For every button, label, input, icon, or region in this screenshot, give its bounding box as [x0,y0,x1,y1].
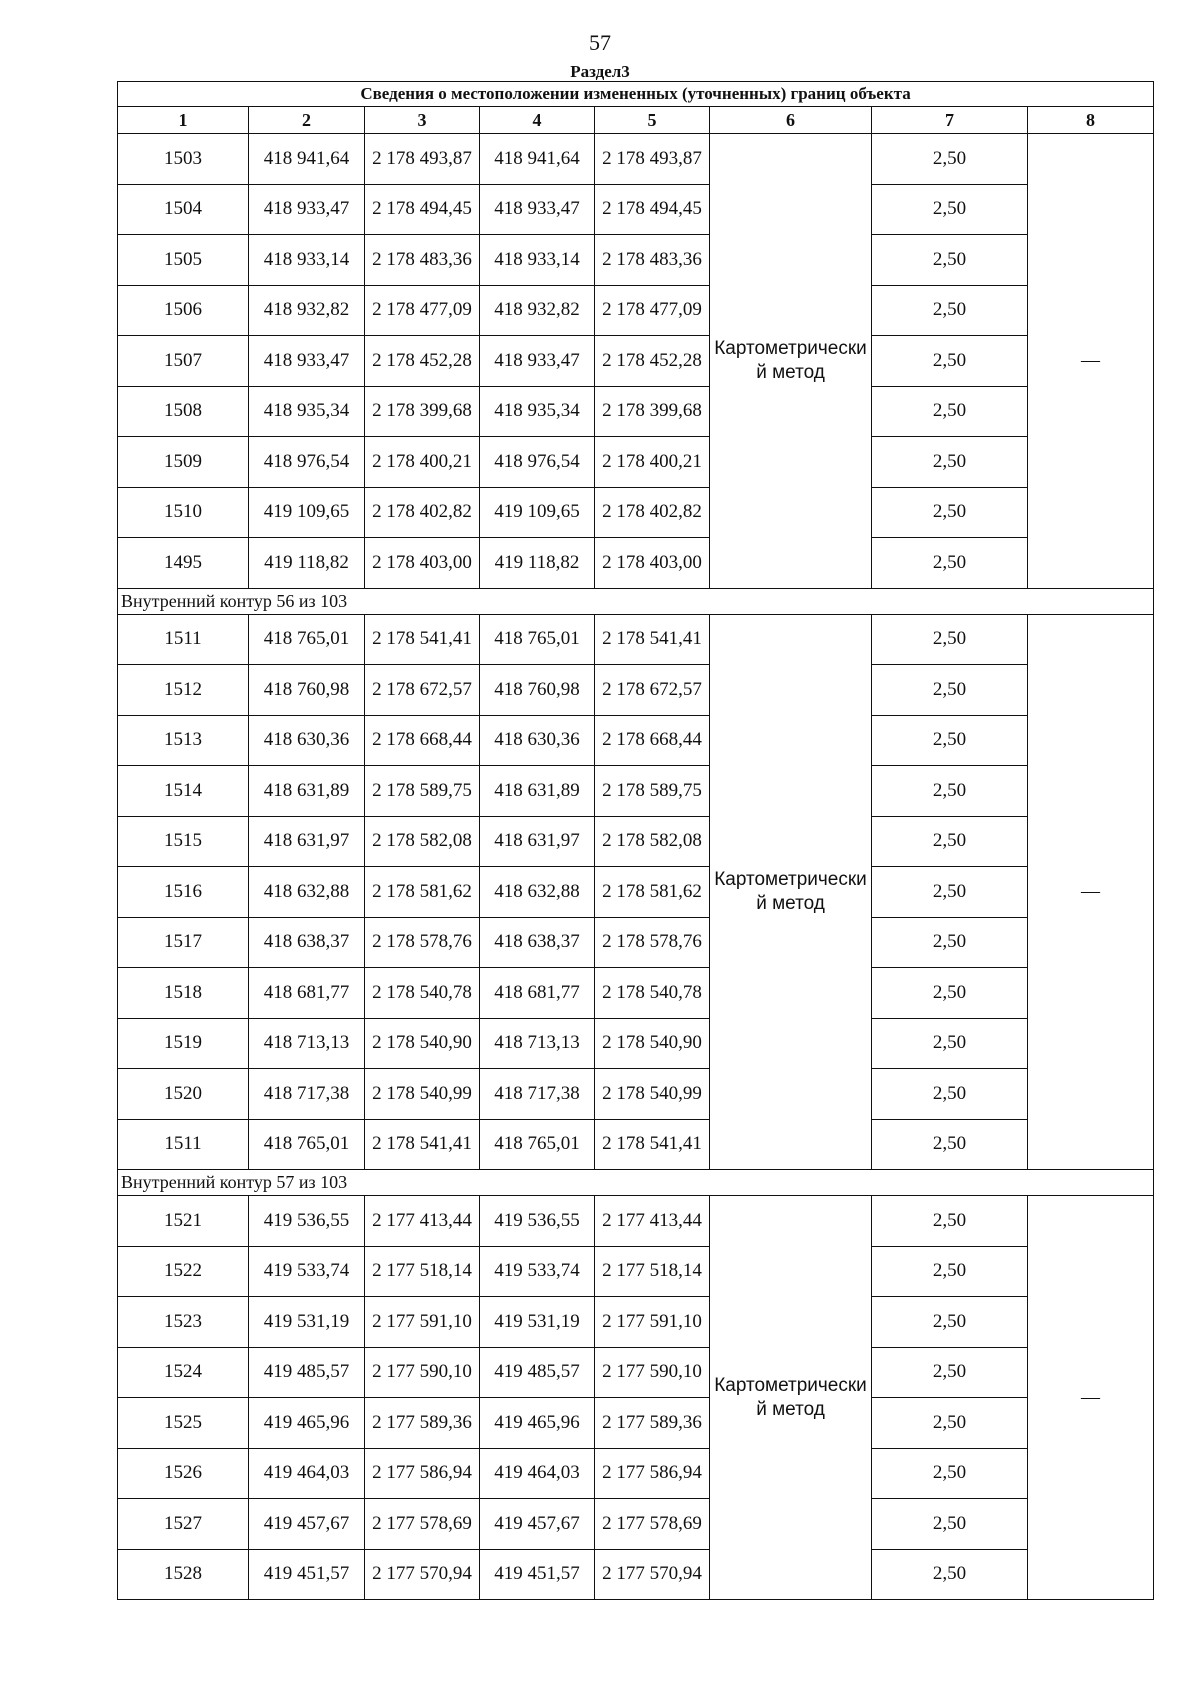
point-number-cell: 1507 [118,336,249,387]
x-existing-cell: 418 933,47 [249,184,365,235]
point-number-cell: 1516 [118,867,249,918]
x-existing-cell: 418 760,98 [249,665,365,716]
y-refined-cell: 2 178 578,76 [595,917,710,968]
note-cell: — [1028,134,1154,589]
point-number-cell: 1522 [118,1246,249,1297]
x-existing-cell: 418 765,01 [249,1119,365,1170]
point-number-cell: 1510 [118,487,249,538]
table-row [118,1018,1154,1069]
accuracy-cell: 2,50 [872,1196,1028,1247]
table-row [118,336,1154,387]
x-existing-cell: 419 451,57 [249,1549,365,1600]
table-row [118,1196,1154,1247]
x-existing-cell: 418 932,82 [249,285,365,336]
x-refined-cell: 418 976,54 [480,437,595,488]
table-row [118,285,1154,336]
x-refined-cell: 418 632,88 [480,867,595,918]
y-existing-cell: 2 177 518,14 [365,1246,480,1297]
y-refined-cell: 2 178 400,21 [595,437,710,488]
y-refined-cell: 2 178 541,41 [595,1119,710,1170]
x-refined-cell: 418 765,01 [480,1119,595,1170]
table-row [118,614,1154,665]
x-refined-cell: 418 932,82 [480,285,595,336]
point-number-cell: 1525 [118,1398,249,1449]
y-existing-cell: 2 178 399,68 [365,386,480,437]
accuracy-cell: 2,50 [872,867,1028,918]
y-refined-cell: 2 178 582,08 [595,816,710,867]
x-refined-cell: 418 933,14 [480,235,595,286]
x-existing-cell: 419 457,67 [249,1499,365,1550]
table-row [118,867,1154,918]
x-existing-cell: 419 464,03 [249,1448,365,1499]
accuracy-cell: 2,50 [872,1499,1028,1550]
y-existing-cell: 2 177 591,10 [365,1297,480,1348]
point-number-cell: 1520 [118,1069,249,1120]
method-cell: Картометрически й метод [710,134,872,589]
accuracy-cell: 2,50 [872,285,1028,336]
point-number-cell: 1511 [118,614,249,665]
y-existing-cell: 2 178 540,90 [365,1018,480,1069]
x-refined-cell: 418 935,34 [480,386,595,437]
contour-label: Внутренний контур 57 из 103 [118,1170,1154,1196]
x-refined-cell: 418 933,47 [480,336,595,387]
x-refined-cell: 419 465,96 [480,1398,595,1449]
x-existing-cell: 419 531,19 [249,1297,365,1348]
x-refined-cell: 418 630,36 [480,715,595,766]
y-refined-cell: 2 178 477,09 [595,285,710,336]
x-existing-cell: 418 713,13 [249,1018,365,1069]
accuracy-cell: 2,50 [872,1018,1028,1069]
coordinates-table [117,81,1154,1600]
point-number-cell: 1527 [118,1499,249,1550]
column-header-1: 1 [118,107,249,134]
y-existing-cell: 2 178 589,75 [365,766,480,817]
x-existing-cell: 419 536,55 [249,1196,365,1247]
x-existing-cell: 419 465,96 [249,1398,365,1449]
table-row [118,184,1154,235]
column-header-6: 6 [710,107,872,134]
x-existing-cell: 418 935,34 [249,386,365,437]
table-row [118,1398,1154,1449]
y-refined-cell: 2 178 403,00 [595,538,710,589]
x-existing-cell: 418 933,47 [249,336,365,387]
accuracy-cell: 2,50 [872,1549,1028,1600]
y-refined-cell: 2 177 590,10 [595,1347,710,1398]
accuracy-cell: 2,50 [872,968,1028,1019]
table-row [118,665,1154,716]
accuracy-cell: 2,50 [872,336,1028,387]
x-refined-cell: 419 536,55 [480,1196,595,1247]
y-refined-cell: 2 178 399,68 [595,386,710,437]
table-row [118,1069,1154,1120]
table-row [118,538,1154,589]
y-refined-cell: 2 178 541,41 [595,614,710,665]
x-existing-cell: 418 681,77 [249,968,365,1019]
point-number-cell: 1495 [118,538,249,589]
table-row [118,1448,1154,1499]
y-refined-cell: 2 178 493,87 [595,134,710,185]
y-refined-cell: 2 178 540,90 [595,1018,710,1069]
point-number-cell: 1517 [118,917,249,968]
y-refined-cell: 2 177 586,94 [595,1448,710,1499]
table-row [118,917,1154,968]
y-refined-cell: 2 177 518,14 [595,1246,710,1297]
x-refined-cell: 418 933,47 [480,184,595,235]
x-refined-cell: 419 464,03 [480,1448,595,1499]
table-row [118,1119,1154,1170]
y-existing-cell: 2 178 452,28 [365,336,480,387]
accuracy-cell: 2,50 [872,1398,1028,1449]
table-row [118,715,1154,766]
x-existing-cell: 418 631,89 [249,766,365,817]
page-number: 57 [589,30,611,55]
table-row [118,437,1154,488]
point-number-cell: 1512 [118,665,249,716]
table-row [118,1246,1154,1297]
accuracy-cell: 2,50 [872,1069,1028,1120]
accuracy-cell: 2,50 [872,665,1028,716]
x-refined-cell: 419 118,82 [480,538,595,589]
x-refined-cell: 418 765,01 [480,614,595,665]
point-number-cell: 1504 [118,184,249,235]
accuracy-cell: 2,50 [872,816,1028,867]
accuracy-cell: 2,50 [872,134,1028,185]
x-existing-cell: 418 976,54 [249,437,365,488]
accuracy-cell: 2,50 [872,715,1028,766]
accuracy-cell: 2,50 [872,437,1028,488]
section-title: Раздел3 [570,62,630,81]
point-number-cell: 1514 [118,766,249,817]
x-existing-cell: 418 632,88 [249,867,365,918]
table-row [118,386,1154,437]
accuracy-cell: 2,50 [872,184,1028,235]
table-row [118,766,1154,817]
contour-label: Внутренний контур 56 из 103 [118,588,1154,614]
y-existing-cell: 2 178 581,62 [365,867,480,918]
y-existing-cell: 2 178 493,87 [365,134,480,185]
y-refined-cell: 2 178 483,36 [595,235,710,286]
x-refined-cell: 419 457,67 [480,1499,595,1550]
column-header-4: 4 [480,107,595,134]
y-existing-cell: 2 177 586,94 [365,1448,480,1499]
accuracy-cell: 2,50 [872,1448,1028,1499]
table-caption: Сведения о местоположении измененных (уточненных) границ объекта [118,82,1154,107]
point-number-cell: 1519 [118,1018,249,1069]
table-row [118,235,1154,286]
note-cell: — [1028,1196,1154,1600]
accuracy-cell: 2,50 [872,538,1028,589]
y-refined-cell: 2 178 668,44 [595,715,710,766]
y-existing-cell: 2 178 494,45 [365,184,480,235]
point-number-cell: 1513 [118,715,249,766]
accuracy-cell: 2,50 [872,614,1028,665]
point-number-cell: 1521 [118,1196,249,1247]
y-existing-cell: 2 178 672,57 [365,665,480,716]
y-existing-cell: 2 178 483,36 [365,235,480,286]
x-refined-cell: 418 681,77 [480,968,595,1019]
y-refined-cell: 2 177 570,94 [595,1549,710,1600]
y-refined-cell: 2 178 452,28 [595,336,710,387]
y-refined-cell: 2 178 540,78 [595,968,710,1019]
table-row [118,1499,1154,1550]
point-number-cell: 1515 [118,816,249,867]
method-cell: Картометрически й метод [710,614,872,1170]
accuracy-cell: 2,50 [872,1347,1028,1398]
point-number-cell: 1509 [118,437,249,488]
y-existing-cell: 2 178 477,09 [365,285,480,336]
y-existing-cell: 2 178 400,21 [365,437,480,488]
x-existing-cell: 418 717,38 [249,1069,365,1120]
table-row [118,1549,1154,1600]
x-refined-cell: 419 531,19 [480,1297,595,1348]
accuracy-cell: 2,50 [872,917,1028,968]
y-existing-cell: 2 178 578,76 [365,917,480,968]
x-refined-cell: 418 717,38 [480,1069,595,1120]
y-existing-cell: 2 178 540,99 [365,1069,480,1120]
x-existing-cell: 419 485,57 [249,1347,365,1398]
y-existing-cell: 2 178 402,82 [365,487,480,538]
x-existing-cell: 418 630,36 [249,715,365,766]
x-existing-cell: 418 638,37 [249,917,365,968]
y-existing-cell: 2 177 413,44 [365,1196,480,1247]
x-refined-cell: 419 485,57 [480,1347,595,1398]
table-row [118,816,1154,867]
column-header-3: 3 [365,107,480,134]
accuracy-cell: 2,50 [872,766,1028,817]
y-existing-cell: 2 177 589,36 [365,1398,480,1449]
accuracy-cell: 2,50 [872,235,1028,286]
x-refined-cell: 418 631,97 [480,816,595,867]
point-number-cell: 1503 [118,134,249,185]
y-refined-cell: 2 178 672,57 [595,665,710,716]
x-refined-cell: 418 713,13 [480,1018,595,1069]
y-existing-cell: 2 178 582,08 [365,816,480,867]
accuracy-cell: 2,50 [872,1246,1028,1297]
table-row [118,487,1154,538]
point-number-cell: 1506 [118,285,249,336]
y-existing-cell: 2 178 541,41 [365,1119,480,1170]
table-row [118,134,1154,185]
y-refined-cell: 2 178 402,82 [595,487,710,538]
x-refined-cell: 418 760,98 [480,665,595,716]
column-header-5: 5 [595,107,710,134]
y-refined-cell: 2 178 540,99 [595,1069,710,1120]
y-refined-cell: 2 177 591,10 [595,1297,710,1348]
x-existing-cell: 418 765,01 [249,614,365,665]
point-number-cell: 1511 [118,1119,249,1170]
accuracy-cell: 2,50 [872,1119,1028,1170]
accuracy-cell: 2,50 [872,1297,1028,1348]
column-header-2: 2 [249,107,365,134]
table-row [118,1347,1154,1398]
y-existing-cell: 2 178 540,78 [365,968,480,1019]
y-refined-cell: 2 177 589,36 [595,1398,710,1449]
y-refined-cell: 2 177 413,44 [595,1196,710,1247]
x-refined-cell: 419 109,65 [480,487,595,538]
x-refined-cell: 419 533,74 [480,1246,595,1297]
point-number-cell: 1505 [118,235,249,286]
y-existing-cell: 2 177 590,10 [365,1347,480,1398]
table-row [118,1297,1154,1348]
y-existing-cell: 2 178 668,44 [365,715,480,766]
y-existing-cell: 2 177 578,69 [365,1499,480,1550]
point-number-cell: 1526 [118,1448,249,1499]
x-refined-cell: 419 451,57 [480,1549,595,1600]
x-existing-cell: 419 118,82 [249,538,365,589]
point-number-cell: 1528 [118,1549,249,1600]
x-existing-cell: 418 941,64 [249,134,365,185]
method-cell: Картометрически й метод [710,1196,872,1600]
x-existing-cell: 418 933,14 [249,235,365,286]
point-number-cell: 1524 [118,1347,249,1398]
y-refined-cell: 2 177 578,69 [595,1499,710,1550]
y-existing-cell: 2 178 541,41 [365,614,480,665]
x-existing-cell: 418 631,97 [249,816,365,867]
y-existing-cell: 2 177 570,94 [365,1549,480,1600]
column-header-8: 8 [1028,107,1154,134]
contour-label-row [118,588,1154,614]
contour-label-row [118,1170,1154,1196]
x-existing-cell: 419 109,65 [249,487,365,538]
accuracy-cell: 2,50 [872,487,1028,538]
x-refined-cell: 418 638,37 [480,917,595,968]
table-row [118,968,1154,1019]
y-existing-cell: 2 178 403,00 [365,538,480,589]
point-number-cell: 1508 [118,386,249,437]
column-header-7: 7 [872,107,1028,134]
y-refined-cell: 2 178 589,75 [595,766,710,817]
x-refined-cell: 418 631,89 [480,766,595,817]
y-refined-cell: 2 178 494,45 [595,184,710,235]
y-refined-cell: 2 178 581,62 [595,867,710,918]
point-number-cell: 1523 [118,1297,249,1348]
note-cell: — [1028,614,1154,1170]
x-existing-cell: 419 533,74 [249,1246,365,1297]
point-number-cell: 1518 [118,968,249,1019]
x-refined-cell: 418 941,64 [480,134,595,185]
accuracy-cell: 2,50 [872,386,1028,437]
